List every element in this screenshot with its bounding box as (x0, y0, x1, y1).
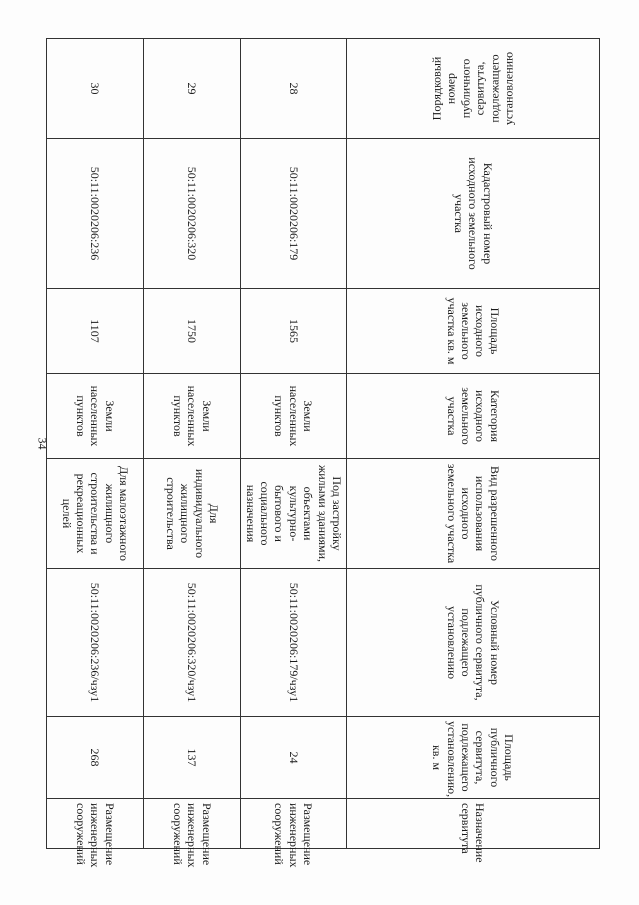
cell-servitude-code: 50:11:0020206:179/чзу1 (241, 569, 347, 717)
cell-servitude-area: 268 (47, 717, 144, 799)
header-servitude-code: Условный номер публичного сервитута, подлежащего установлению (347, 569, 600, 717)
header-servitude-number: Порядковый номер публичного сервитута, подлежащего установлению (347, 39, 600, 139)
cell-permitted-use: Для малоэтажного жилищного строительства и рекреационных целей (47, 459, 144, 569)
cell-land-category: Земли населенных пунктов (144, 374, 241, 459)
cell-land-category: Земли населенных пунктов (47, 374, 144, 459)
cell-cadastral-number: 50:11:0020206:179 (241, 139, 347, 289)
header-plot-area: Площадь исходного земельного участка кв. м (347, 289, 600, 374)
cell-servitude-number: 29 (144, 39, 241, 139)
cell-plot-area: 1750 (144, 289, 241, 374)
cell-cadastral-number: 50:11:0020206:320 (144, 139, 241, 289)
header-land-category: Категория исходного земельного участка (347, 374, 600, 459)
cell-permitted-use: Для индивидуального жилищного строительства (144, 459, 241, 569)
header-permitted-use: Вид разрешенного использования исходного земельного участка (347, 459, 600, 569)
table-area (59, 38, 600, 868)
table-header-row (347, 39, 600, 849)
cell-plot-area: 1107 (47, 289, 144, 374)
cell-servitude-code: 50:11:0020206:320/чзу1 (144, 569, 241, 717)
cell-servitude-purpose: Размещение инженерных сооружений (144, 799, 241, 849)
page-number: 34 (35, 437, 50, 450)
cell-servitude-purpose: Размещение инженерных сооружений (47, 799, 144, 849)
servitude-table (46, 38, 600, 868)
cell-servitude-area: 137 (144, 717, 241, 799)
table-row (47, 39, 144, 849)
cell-servitude-purpose: Размещение инженерных сооружений (241, 799, 347, 849)
cell-servitude-area: 24 (241, 717, 347, 799)
cell-servitude-number: 28 (241, 39, 347, 139)
header-servitude-purpose: Назначение сервитута (347, 799, 600, 849)
cell-land-category: Земли населенных пунктов (241, 374, 347, 459)
cell-plot-area: 1565 (241, 289, 347, 374)
header-servitude-area: Площадь публичного сервитута, подлежащего установлению, кв. м (347, 717, 600, 799)
header-cadastral-number: Кадастровый номер исходного земельного участка (347, 139, 600, 289)
cell-cadastral-number: 50:11:0020206:236 (47, 139, 144, 289)
cell-servitude-code: 50:11:0020206:236/чзу1 (47, 569, 144, 717)
table-row (241, 39, 347, 849)
cell-permitted-use: Под застройку жилыми зданиями, объектами культурно-бытового и социального назначения (241, 459, 347, 569)
cell-servitude-number: 30 (47, 39, 144, 139)
table-row (144, 39, 241, 849)
